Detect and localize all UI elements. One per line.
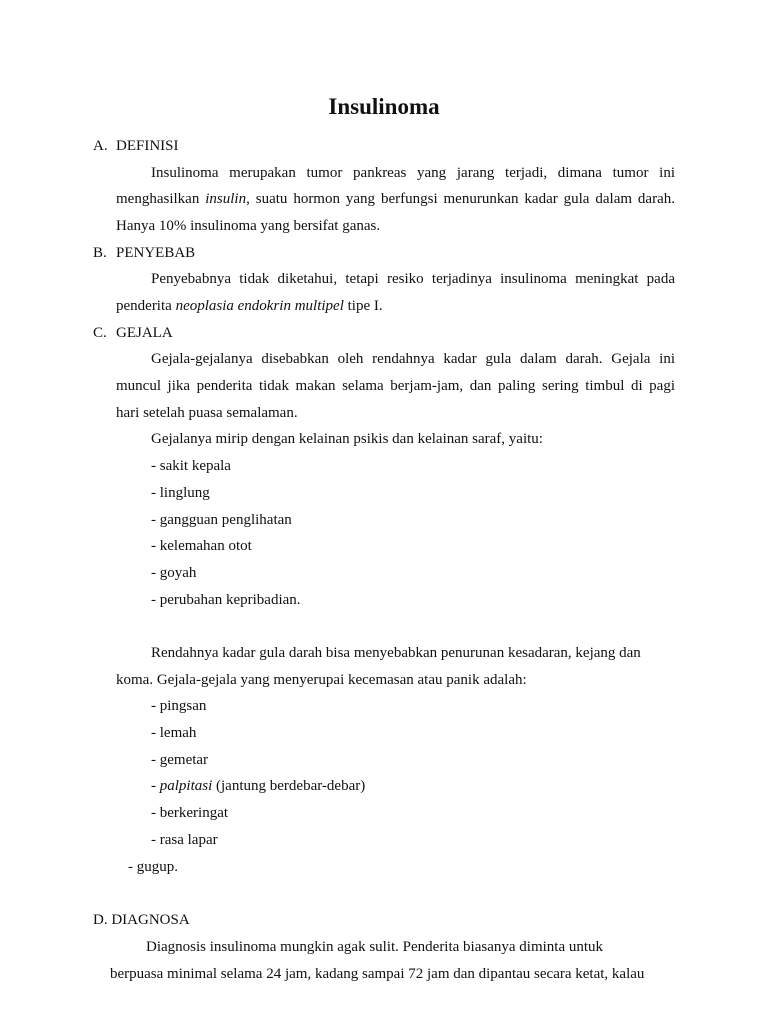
penyebab-line-2-post: tipe I. bbox=[343, 298, 383, 314]
list-item: - pingsan bbox=[151, 698, 207, 714]
list-item: - rasa lapar bbox=[151, 832, 218, 848]
gejala-p1-line-3: hari setelah puasa semalaman. bbox=[116, 405, 298, 421]
section-b-marker: B. bbox=[93, 245, 107, 261]
list-item: - kelemahan otot bbox=[151, 538, 252, 554]
definisi-line-3: Hanya 10% insulinoma yang bersifat ganas. bbox=[116, 218, 381, 234]
palpitasi-term: palpitasi bbox=[159, 778, 213, 794]
gejala-p3-line-2: koma. Gejala-gejala yang menyerupai kecemasan atau panik adalah: bbox=[116, 672, 527, 688]
diagnosa-line-2: berpuasa minimal selama 24 jam, kadang sampai 72 jam dan dipantau secara ketat, kalau bbox=[110, 966, 645, 982]
list-item: - goyah bbox=[151, 565, 197, 581]
section-c-heading: GEJALA bbox=[116, 325, 173, 341]
insulin-term: insulin bbox=[205, 191, 247, 207]
section-b-heading: PENYEBAB bbox=[116, 245, 196, 261]
section-d-heading: D. DIAGNOSA bbox=[93, 912, 190, 928]
list-item: - gangguan penglihatan bbox=[151, 512, 292, 528]
diagnosa-line-1: Diagnosis insulinoma mungkin agak sulit. Penderita biasanya diminta untuk bbox=[146, 939, 604, 955]
list-item: - linglung bbox=[151, 485, 210, 501]
list-item-palpitasi bbox=[151, 776, 365, 796]
gejala-p2: Gejalanya mirip dengan kelainan psikis dan kelainan saraf, yaitu: bbox=[151, 431, 543, 447]
document-title: Insulinoma bbox=[328, 94, 440, 119]
gejala-p1-line-2: muncul jika penderita tidak makan selama berjam-jam, dan paling sering timbul di pagi bbox=[116, 378, 675, 394]
gejala-p1-line-1: Gejala-gejalanya disebabkan oleh rendahnya kadar gula dalam darah. Gejala ini bbox=[151, 351, 675, 367]
definisi-line-2-post: , suatu hormon yang berfungsi menurunkan kadar gula dalam darah. bbox=[246, 191, 675, 207]
penyebab-line-2-pre: penderita bbox=[116, 298, 176, 314]
list-item: - berkeringat bbox=[151, 805, 229, 821]
section-c-marker: C. bbox=[93, 325, 107, 341]
section-a-marker: A. bbox=[93, 138, 108, 154]
definisi-line-2 bbox=[116, 189, 675, 209]
list-item: - perubahan kepribadian. bbox=[151, 592, 301, 608]
gejala-p3-line-1: Rendahnya kadar gula darah bisa menyebabkan penurunan kesadaran, kejang dan bbox=[151, 645, 641, 661]
list-item: - sakit kepala bbox=[151, 458, 231, 474]
penyebab-line-2 bbox=[116, 296, 383, 316]
definisi-line-1: Insulinoma merupakan tumor pankreas yang jarang terjadi, dimana tumor ini bbox=[151, 165, 675, 181]
list-item: - lemah bbox=[151, 725, 197, 741]
section-a-heading: DEFINISI bbox=[116, 138, 179, 154]
definisi-line-2-pre: menghasilkan bbox=[116, 191, 206, 207]
penyebab-line-1: Penyebabnya tidak diketahui, tetapi resiko terjadinya insulinoma meningkat pada bbox=[151, 271, 675, 287]
list-item: - gemetar bbox=[151, 752, 209, 768]
palpitasi-desc: (jantung berdebar-debar) bbox=[212, 778, 366, 794]
palpitasi-dash: - bbox=[151, 778, 160, 794]
neoplasia-term: neoplasia endokrin multipel bbox=[175, 298, 344, 314]
list-item: - gugup. bbox=[128, 859, 178, 875]
